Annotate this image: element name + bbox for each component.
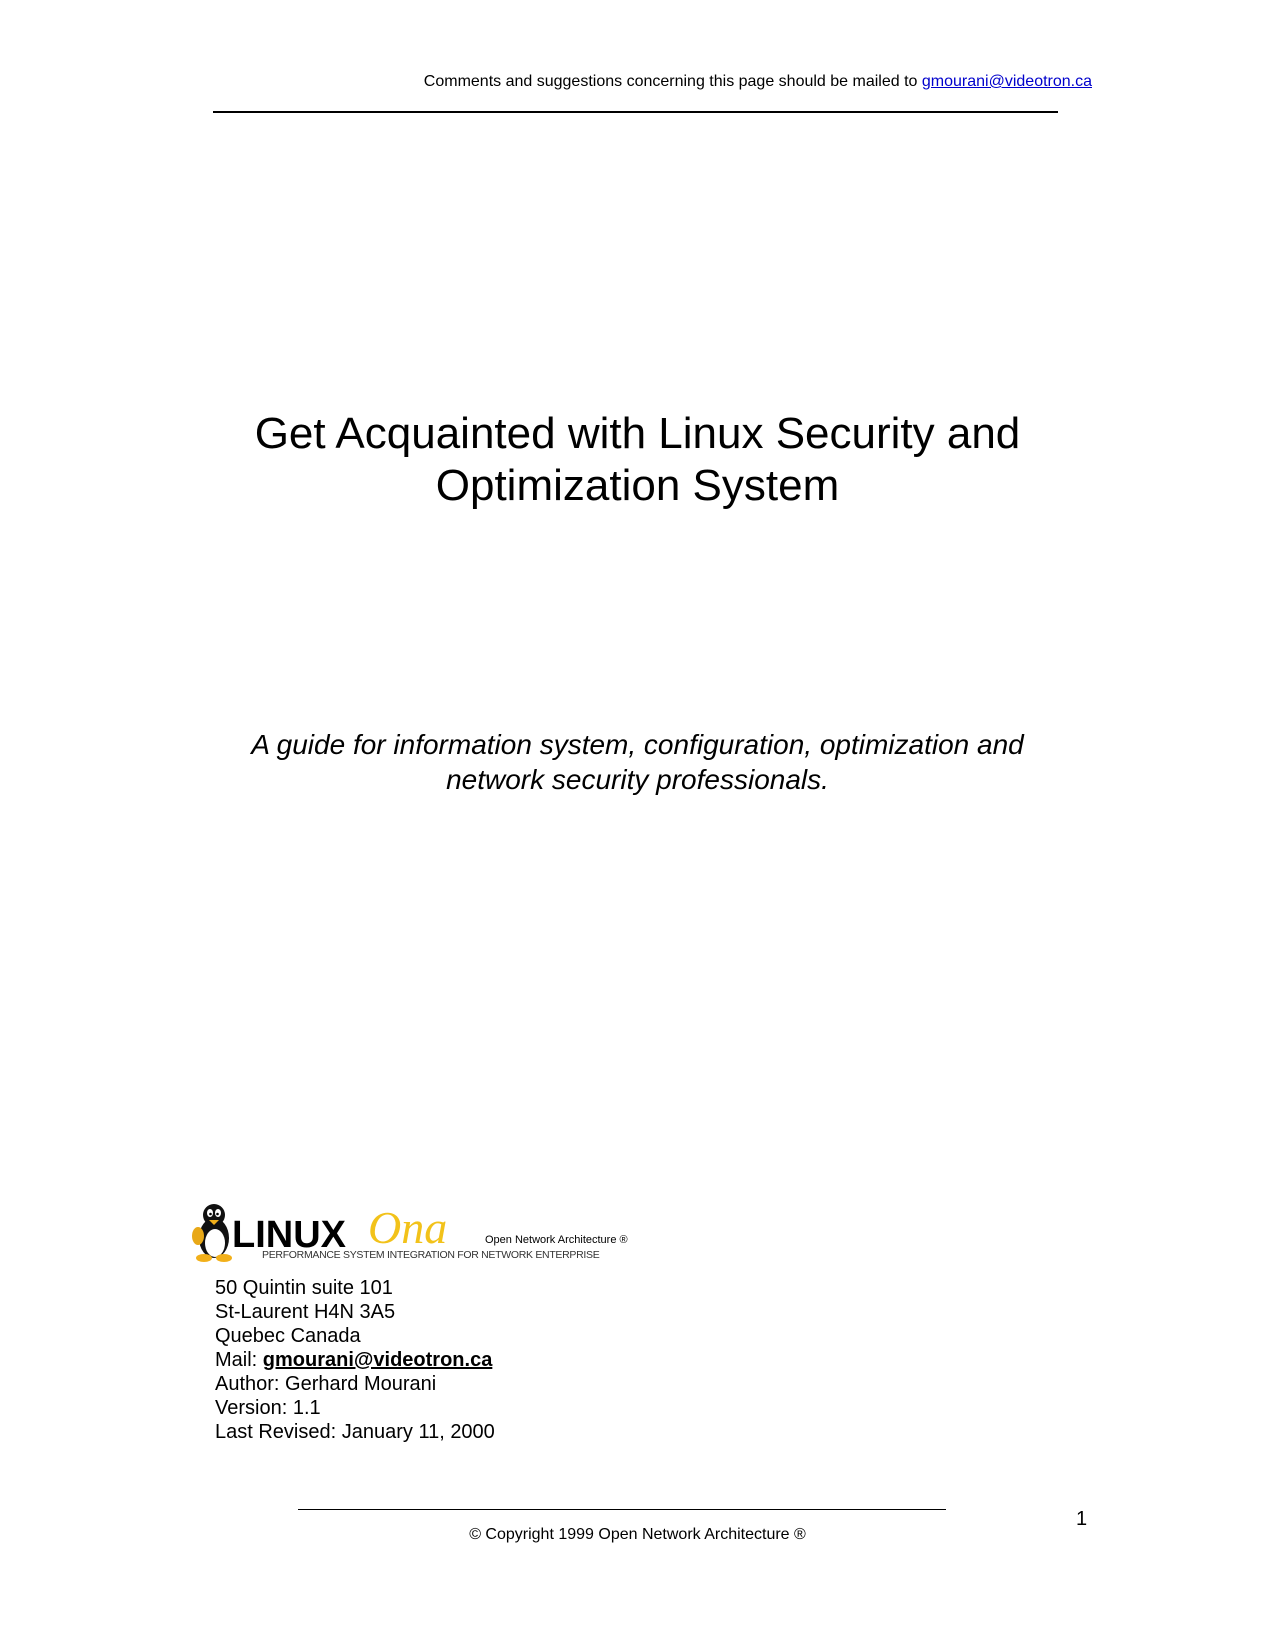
logo-tagline: Open Network Architecture ®	[485, 1234, 628, 1246]
logo-script: Ona	[368, 1202, 448, 1253]
header-divider	[213, 111, 1058, 113]
contact-mail	[215, 1348, 495, 1372]
contact-email-link[interactable]: gmourani@videotron.ca	[262, 1349, 493, 1371]
page-title-line-1: Get Acquainted with Linux Security and	[254, 409, 1021, 458]
address-region: Quebec Canada	[215, 1325, 361, 1347]
header-note-text: Comments and suggestions concerning this page should be mailed to	[423, 73, 918, 90]
page-title-line-2: Optimization System	[435, 461, 840, 510]
version-line: Version: 1.1	[215, 1397, 321, 1419]
footer-divider	[298, 1509, 946, 1510]
logo-wordmark: LINUX	[232, 1214, 346, 1256]
penguin-icon	[192, 1204, 232, 1262]
page-title	[0, 408, 1275, 512]
contact-mail-label: Mail:	[215, 1349, 258, 1371]
author-line: Author: Gerhard Mourani	[215, 1373, 437, 1395]
linux-ona-logo	[190, 1198, 630, 1264]
page-subtitle	[0, 727, 1275, 797]
page-subtitle-line-2: network security professionals.	[446, 764, 829, 795]
copyright-notice: © Copyright 1999 Open Network Architecture ®	[469, 1526, 806, 1543]
revised-line: Last Revised: January 11, 2000	[215, 1421, 495, 1443]
address-city: St-Laurent H4N 3A5	[215, 1301, 396, 1323]
contact-block	[215, 1276, 495, 1444]
address-street: 50 Quintin suite 101	[215, 1277, 393, 1299]
page-subtitle-line-1: A guide for information system, configuration, optimization and	[251, 729, 1024, 760]
page-number: 1	[1076, 1508, 1088, 1530]
header-email-link[interactable]: gmourani@videotron.ca	[921, 73, 1092, 90]
logo-slogan: PERFORMANCE SYSTEM INTEGRATION FOR NETWORK ENTERPRISE	[262, 1249, 600, 1261]
header-note	[424, 73, 1092, 91]
